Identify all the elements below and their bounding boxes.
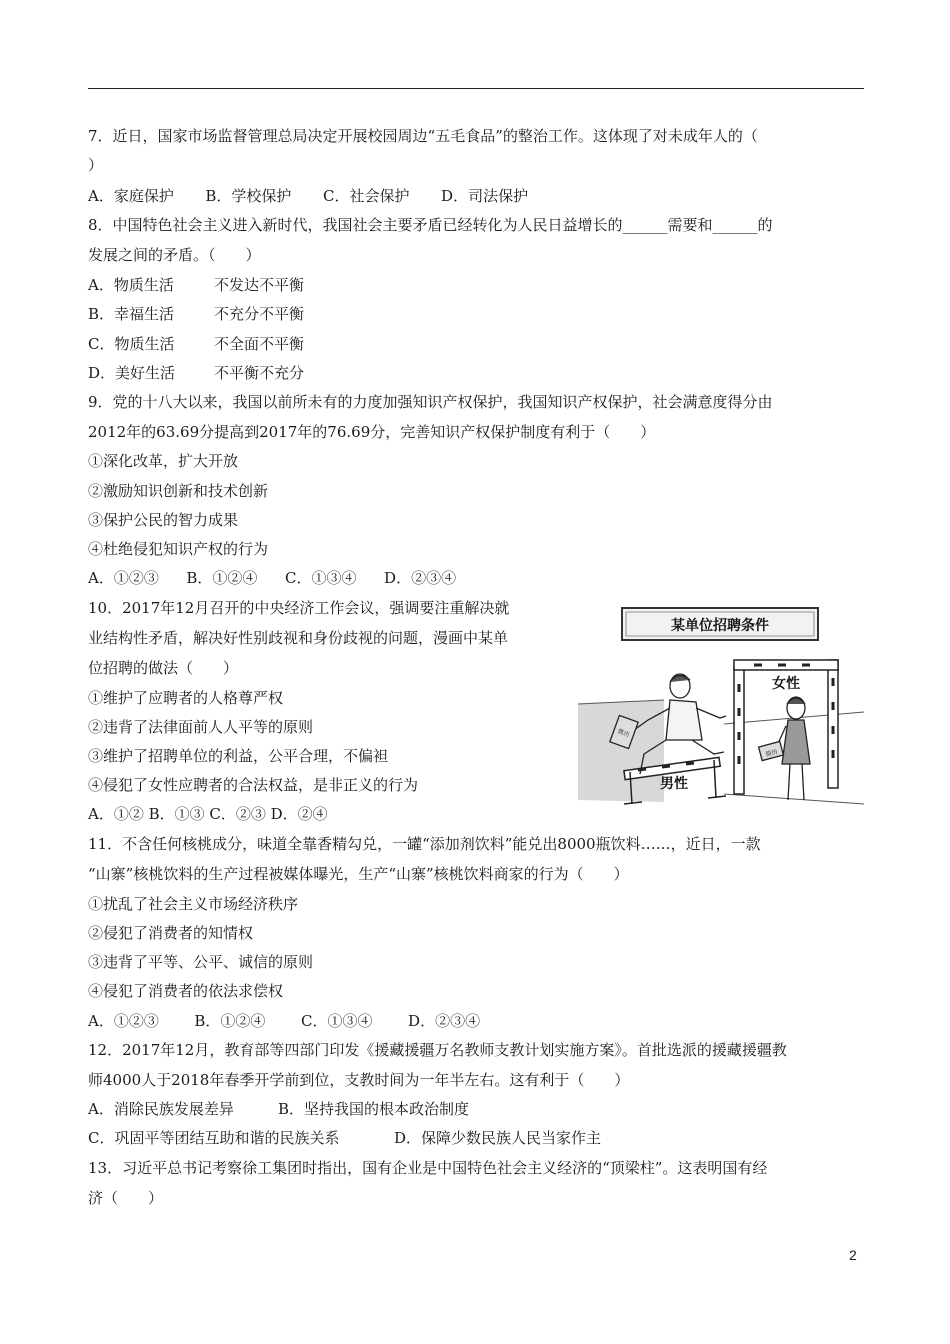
q9-item-1: ①深化改革，扩大开放 [88, 452, 239, 470]
header-rule [88, 88, 864, 89]
q8-option-c [88, 334, 304, 354]
q8-option-b [88, 304, 304, 324]
q12-option-d: D．保障少数民族人民当家作主 [394, 1129, 602, 1147]
q8-option-d [88, 363, 304, 383]
q12-stem-line1: 12．2017年12月，教育部等四部门印发《援藏援疆万名教师支教计划实施方案》。首批选派的援藏援疆教 [88, 1041, 787, 1059]
q8-option-a [88, 275, 304, 295]
q8-option-b-text: 不充分不平衡 [214, 305, 305, 323]
q8-stem-line1: 8．中国特色社会主义进入新时代，我国社会主要矛盾已经转化为人民日益增长的______需要和______的 [88, 216, 773, 234]
page-number: 2 [849, 1247, 857, 1263]
q13-stem-line2: 济（ ） [88, 1189, 164, 1207]
q13-stem-line1: 13．习近平总书记考察徐工集团时指出，国有企业是中国特色社会主义经济的“顶梁柱”。这表明国有经 [88, 1159, 768, 1177]
recruitment-cartoon [574, 604, 866, 812]
q9-item-2: ②激励知识创新和技术创新 [88, 482, 269, 500]
q12-option-a: A．消除民族发展差异 [88, 1100, 234, 1118]
q9-option-d: D．②③④ [384, 569, 457, 587]
q11-option-c: C．①③④ [301, 1012, 373, 1030]
q9-option-c: C．①③④ [285, 569, 357, 587]
q12-options-row2 [88, 1128, 601, 1148]
q11-item-1: ①扰乱了社会主义市场经济秩序 [88, 895, 299, 913]
q11-item-3: ③违背了平等、公平、诚信的原则 [88, 953, 314, 971]
q11-option-a: A．①②③ [88, 1012, 159, 1030]
q7-option-b: B．学校保护 [205, 187, 292, 205]
q8-option-d-letter: D．美好生活 [88, 364, 176, 382]
q7-option-d: D．司法保护 [441, 187, 529, 205]
q12-options-row1 [88, 1099, 469, 1119]
q11-item-2: ②侵犯了消费者的知情权 [88, 924, 254, 942]
q7-option-a: A．家庭保护 [88, 187, 174, 205]
q8-stem-line2: 发展之间的矛盾。（ ） [88, 246, 261, 264]
q11-option-b: B．①②④ [194, 1012, 266, 1030]
q8-option-d-text: 不平衡不充分 [214, 364, 305, 382]
resume-left: 简历 [616, 728, 631, 739]
q12-option-b: B．坚持我国的根本政治制度 [278, 1100, 470, 1118]
q10-options: A．①② B．①③ C．②③ D．②④ [88, 805, 328, 823]
q9-stem-line2: 2012年的63.69分提高到2017年的76.69分，完善知识产权保护制度有利于（ ） [88, 423, 656, 441]
q11-stem-line2: “山寨”核桃饮料的生产过程被媒体曝光，生产“山寨”核桃饮料商家的行为（ ） [88, 865, 629, 883]
q10-item-3: ③维护了招聘单位的利益，公平合理，不偏袒 [88, 747, 389, 765]
q11-option-d: D．②③④ [408, 1012, 481, 1030]
q12-option-c: C．巩固平等团结互助和谐的民族关系 [88, 1129, 340, 1147]
q7-stem-line1: 7．近日，国家市场监督管理总局决定开展校园周边“五毛食品”的整治工作。这体现了对未成年人的（ [88, 127, 758, 145]
q8-option-c-text: 不全面不平衡 [214, 335, 305, 353]
q9-item-4: ④杜绝侵犯知识产权的行为 [88, 540, 269, 558]
label-male: 男性 [660, 776, 688, 792]
q12-stem-line2: 师4000人于2018年春季开学前到位，支教时间为一年半左右。这有利于（ ） [88, 1071, 630, 1089]
q10-item-2: ②违背了法律面前人人平等的原则 [88, 718, 314, 736]
q9-option-b: B．①②④ [186, 569, 258, 587]
q7-options [88, 186, 528, 206]
q7-option-c: C．社会保护 [323, 187, 410, 205]
q11-options [88, 1011, 480, 1031]
q8-option-b-letter: B．幸福生活 [88, 305, 175, 323]
q10-stem-line2: 业结构性矛盾，解决好性别歧视和身份歧视的问题，漫画中某单 [88, 629, 509, 647]
q8-option-a-text: 不发达不平衡 [214, 276, 305, 294]
q8-option-c-letter: C．物质生活 [88, 335, 175, 353]
q8-option-a-letter: A．物质生活 [88, 276, 174, 294]
q10-item-4: ④侵犯了女性应聘者的合法权益，是非正义的行为 [88, 776, 419, 794]
q10-stem-line1: 10．2017年12月召开的中央经济工作会议，强调要注重解决就 [88, 599, 510, 617]
q7-stem-line2: ） [88, 156, 104, 174]
q9-option-a: A．①②③ [88, 569, 159, 587]
q9-stem-line1: 9．党的十八大以来，我国以前所未有的力度加强知识产权保护，我国知识产权保护，社会满意度得分由 [88, 393, 773, 411]
female-applicant-figure [759, 697, 810, 800]
label-female: 女性 [772, 676, 800, 692]
q10-stem-line3: 位招聘的做法（ ） [88, 659, 239, 677]
q9-options [88, 568, 456, 588]
resume-right: 简历 [764, 748, 779, 759]
q10-item-1: ①维护了应聘者的人格尊严权 [88, 689, 284, 707]
q9-item-3: ③保护公民的智力成果 [88, 511, 239, 529]
q11-stem-line1: 11．不含任何核桃成分，味道全靠香精勾兑，一罐“添加剂饮料”能兑出8000瓶饮料……，近日，一款 [88, 835, 761, 853]
q11-item-4: ④侵犯了消费者的依法求偿权 [88, 982, 284, 1000]
cartoon-title: 某单位招聘条件 [671, 618, 769, 634]
